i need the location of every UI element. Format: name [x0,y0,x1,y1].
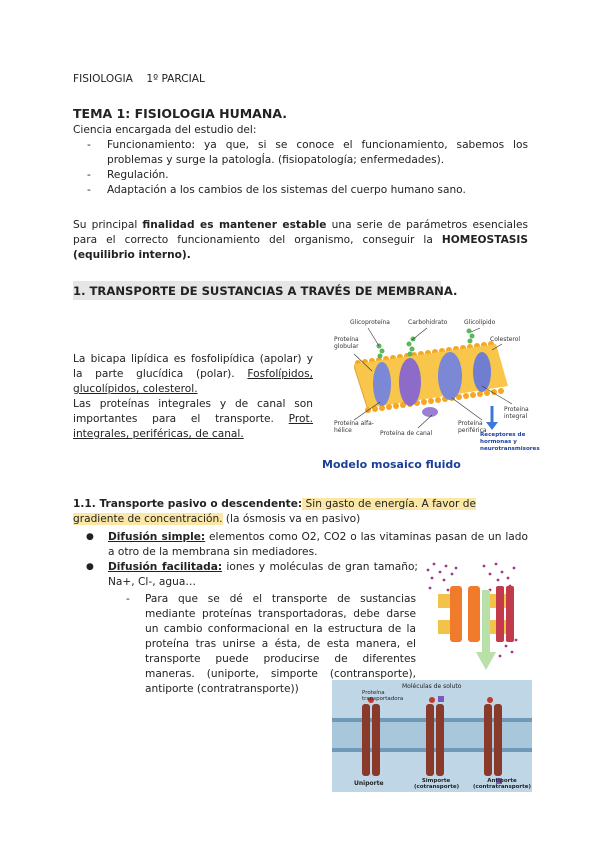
paragraph-text: una serie de parámetros esenciales para el correcto funcionamiento del organismo, conseguir la [73,219,528,246]
section11-note: (la ósmosis va en pasivo) [222,513,361,525]
dash-icon: - [126,593,130,605]
tema-title: TEMA 1: FISIOLOGIA HUMANA. [73,106,287,121]
fluid-mosaic-figure [322,316,540,476]
tema-intro: Ciencia encargada del estudio del: [73,124,257,136]
section11-heading [73,497,528,527]
label-glicolipido: Glicolípido [464,319,496,326]
bullet-difusion-facilitada [88,560,418,590]
label-colesterol: Colesterol [490,336,521,343]
difusion-simple-text: elementos como O2, CO2 o las vitaminas pasan de un lado a otro de la membrana sin mediadores. [108,531,528,558]
channel-figure [420,560,530,676]
difusion-facilitada-text: iones y moléculas de gran tamaño; Na+, Cl-, agua… [108,561,418,588]
label-proteina-periferica: Proteína periférica [458,420,487,434]
course-name: FISIOLOGIA [73,73,133,85]
exam-name: 1º PARCIAL [146,73,205,85]
proteins-text: Las proteínas integrales y de canal son importantes para el transporte. [73,398,313,425]
label-proteina-globular: Proteína globular [334,336,359,350]
channel-diagram [420,560,530,676]
bilayer-text: La bicapa lipídica es fosfolipídica (apolar) y la parte glucídica (polar). [73,353,313,380]
bullet-difusion-simple [88,530,528,560]
paragraph-text: Su principal [73,219,143,231]
list-item: - Regulación. [73,168,528,183]
carrier-label: Proteína transportadora [362,690,404,702]
list-item: - Adaptación a los cambios de los sistemas del cuerpo humano sano. [73,183,528,198]
label-proteina-alfa: Proteína alfa-hélice [334,420,374,434]
section11-title: 1.1. Transporte pasivo o descendente: [73,498,303,510]
antiporte-label: Antiporte (contratransporte) [472,778,532,790]
homeostasis-bold: HOMEOSTASIS (equilibrio interno). [73,234,528,261]
solute-label: Moléculas de soluto [402,683,462,690]
label-glicoproteina: Glicoproteína [350,319,390,326]
tema-list [73,138,528,198]
bullet-icon: ● [86,532,94,542]
label-proteina-integral: Proteína integral [504,406,529,420]
difusion-simple-title: Difusión simple: [108,531,206,543]
receptors-label: Receptores de hormonas y neurotransmisores [480,432,540,452]
uniporte-label: Uniporte [354,780,384,787]
section1-text [73,352,313,442]
paragraph-bold: finalidad es mantener estable [142,219,327,231]
section1-title: 1. TRANSPORTE DE SUSTANCIAS A TRAVÉS DE MEMBRANA. [73,284,458,298]
tema-paragraph [73,218,528,263]
difusion-facilitada-title: Difusión facilitada: [108,561,223,573]
doc-header [73,72,205,87]
lipids-underlined: Fosfolípidos, glucolípidos, colesterol. [73,368,313,395]
section11-highlight: Sin gasto de energía. A favor de gradiente de concentración. [73,498,477,525]
subpoint-text: Para que se dé el transporte de sustancias mediante proteínas transportadoras, debe darse un cambio conformacional en la estructura de la proteína tras unirse a ésta, de esta manera, el transporte puede producirse de diferentes maneras. (uniporte, simporte (contransporte), antiporte (contratransporte)) [145,593,416,695]
carrier-figure [332,680,532,792]
list-item: - Funcionamiento: ya que, si se conoce el funcionamiento, sabemos los problemas y surge la patologÍa. (fisiopatología; enfermedades). [73,138,528,168]
proteins-underlined: Prot. integrales, periféricas, de canal. [73,413,313,440]
label-proteina-canal: Proteína de canal [380,430,433,437]
label-carbohidrato: Carbohidrato [408,319,448,326]
bullet-icon: ● [86,562,94,572]
simporte-label: Simporte (cotransporte) [414,778,460,790]
figure1-caption: Modelo mosaico fluido [322,458,461,471]
